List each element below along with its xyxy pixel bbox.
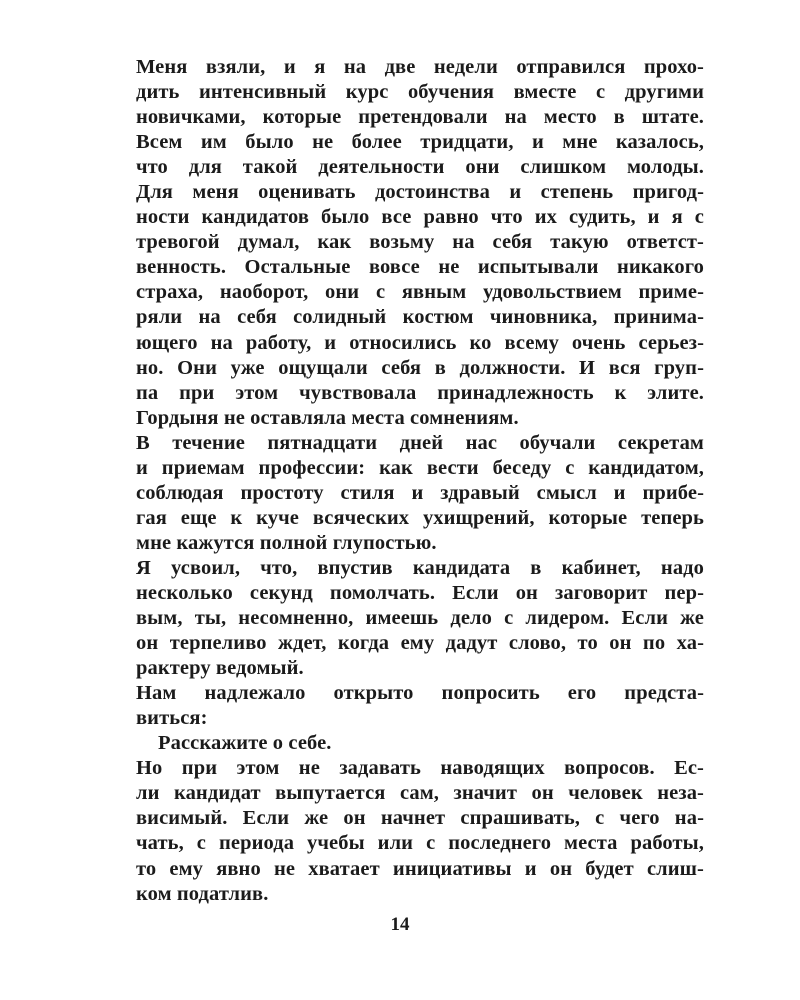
text-line: несколько секунд помолчать. Если он заговорит пер- [136, 581, 704, 604]
text-line: гая еще к куче всяческих ухищрений, которые теперь [136, 506, 704, 529]
text-line: мне кажутся полной глупостью. [136, 531, 437, 554]
text-line: и приемам профессии: как вести беседу с кандидатом, [136, 456, 704, 479]
text-line: Я усвоил, что, впустив кандидата в кабинет, надо [136, 556, 704, 579]
dialogue-text: Расскажите о себе. [158, 732, 332, 755]
paragraph-3 [104, 556, 704, 681]
text-line: вым, ты, несомненно, имеешь дело с лидером. Если же [136, 607, 704, 630]
text-line: рактеру ведомый. [136, 657, 304, 680]
text-line: ющего на работу, и относились ко всему очень серьез- [136, 331, 704, 354]
text-line: то ему явно не хватает инициативы и он будет слиш- [136, 857, 704, 880]
paragraph-1 [104, 55, 704, 431]
text-line: соблюдая простоту стиля и здравый смысл и прибе- [136, 481, 704, 504]
text-line: висимый. Если же он начнет спрашивать, с чего на- [136, 807, 704, 830]
page-number: 14 [390, 914, 410, 935]
text-line: ли кандидат выпутается сам, значит он человек неза- [136, 782, 704, 805]
text-line: венность. Остальные вовсе не испытывали никакого [136, 256, 704, 279]
paragraph-2 [104, 431, 704, 556]
dialogue-line [104, 731, 704, 756]
paragraph-4 [104, 681, 704, 731]
text-line: Гордыня не оставляла места сомнениям. [136, 406, 519, 429]
text-line: Но при этом не задавать наводящих вопросов. Ес- [136, 757, 704, 780]
text-line: тревогой думал, как возьму на себя такую ответст- [136, 231, 704, 254]
text-line: В течение пятнадцати дней нас обучали секретам [136, 431, 704, 454]
book-page-text [104, 55, 704, 907]
text-line: но. Они уже ощущали себя в должности. И вся груп- [136, 356, 704, 379]
text-line: он терпеливо ждет, когда ему дадут слово, то он по ха- [136, 632, 704, 655]
text-line: новичками, которые претендовали на место в штате. [136, 106, 704, 129]
text-line: ности кандидатов было все равно что их судить, и я с [136, 206, 704, 229]
text-line: чать, с периода учебы или с последнего места работы, [136, 832, 704, 855]
text-line: что для такой деятельности они слишком молоды. [136, 156, 704, 179]
text-line: ком податлив. [136, 882, 269, 905]
text-line: Для меня оценивать достоинства и степень пригод- [136, 181, 704, 204]
text-line: дить интенсивный курс обучения вместе с другими [136, 81, 704, 104]
text-line: страха, наоборот, они с явным удовольствием приме- [136, 281, 704, 304]
paragraph-5 [104, 756, 704, 906]
text-line: ряли на себя солидный костюм чиновника, принима- [136, 306, 704, 329]
text-line: Меня взяли, и я на две недели отправился прохо- [136, 56, 704, 78]
text-line: Всем им было не более тридцати, и мне казалось, [136, 131, 704, 154]
text-line: Нам надлежало открыто попросить его предста- [136, 682, 704, 705]
text-line: виться: [136, 707, 208, 730]
text-line: па при этом чувствовала принадлежность к элите. [136, 381, 704, 404]
